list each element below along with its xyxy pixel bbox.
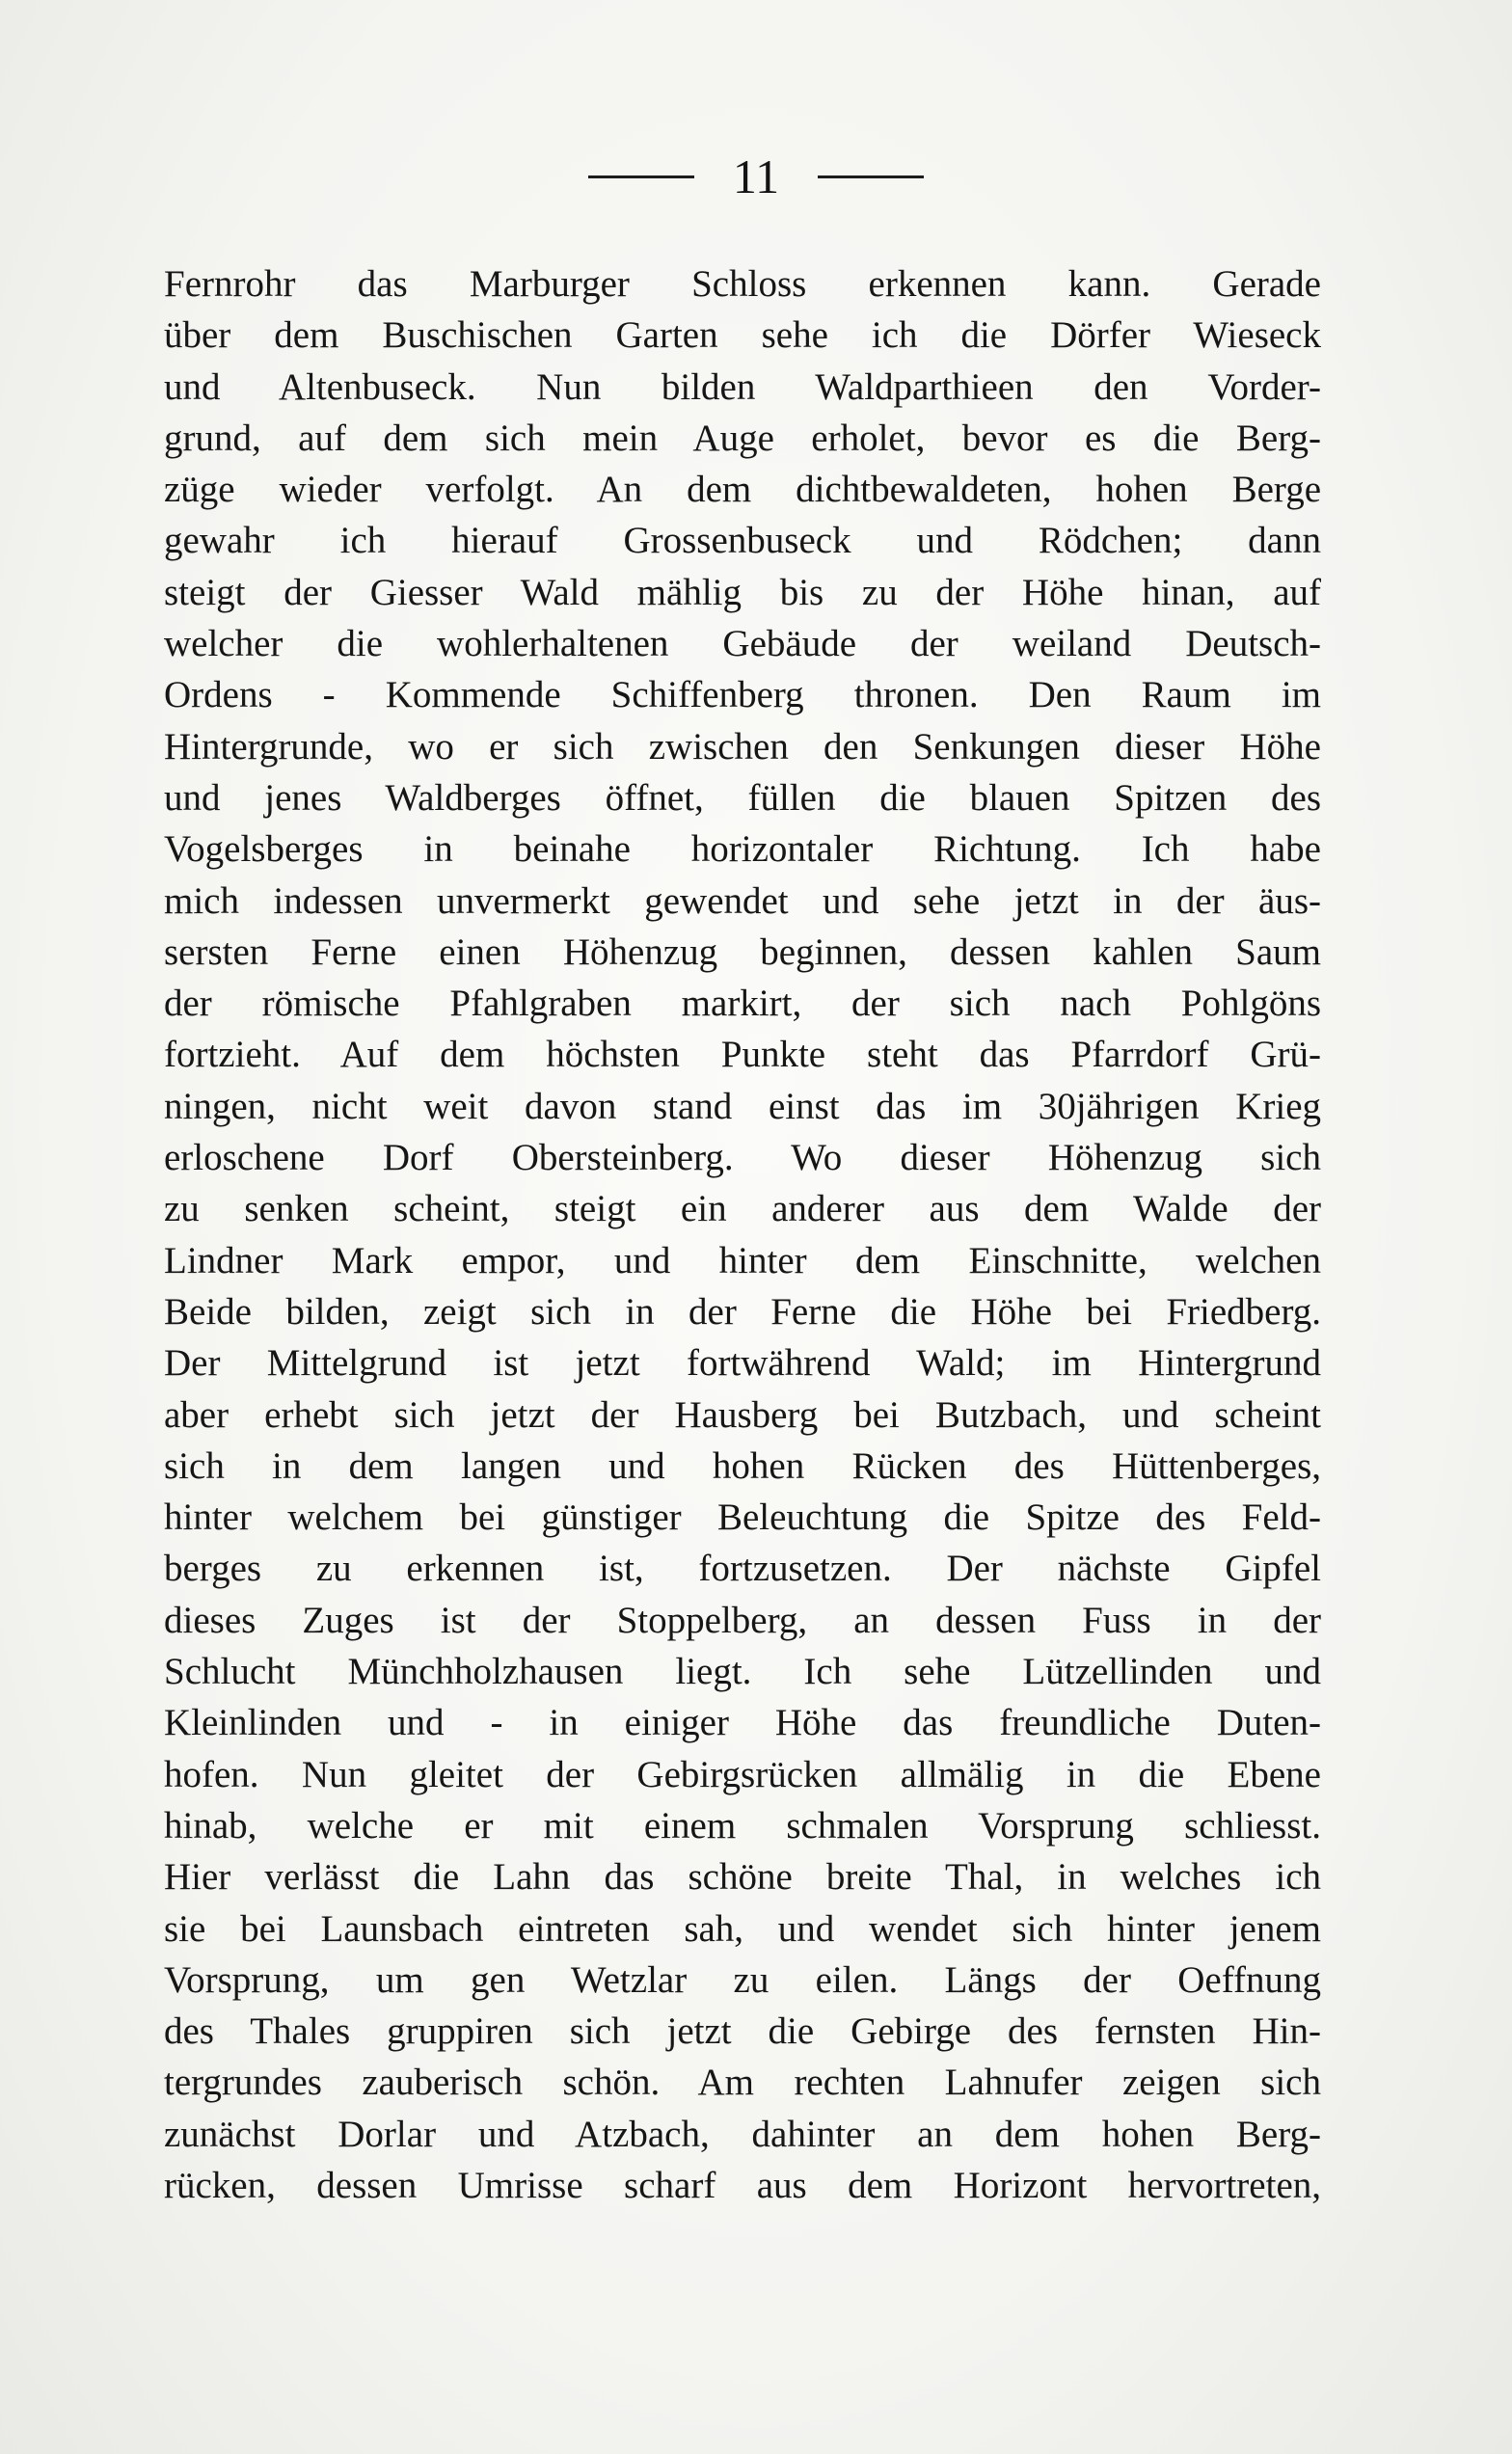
- text-line: Fernrohr das Marburger Schloss erkennen kann. Gerade: [164, 263, 1321, 305]
- text-line: Der Mittelgrund ist jetzt fortwährend Wald; im Hintergrund: [164, 1342, 1321, 1385]
- text-line: berges zu erkennen ist, fortzusetzen. Der nächste Gipfel: [164, 1548, 1321, 1590]
- text-line: zu senken scheint, steigt ein anderer aus dem Walde der: [164, 1188, 1321, 1230]
- text-line: und jenes Waldberges öffnet, füllen die blauen Spitzen des: [164, 776, 1321, 819]
- text-line: aber erhebt sich jetzt der Hausberg bei Butzbach, und scheint: [164, 1393, 1321, 1436]
- body-text: [164, 258, 1321, 2211]
- text-line: der römische Pfahlgraben markirt, der sich nach Pohlgöns: [164, 983, 1321, 1025]
- text-line: Beide bilden, zeigt sich in der Ferne die Höhe bei Friedberg.: [164, 1290, 1321, 1333]
- text-line: hofen. Nun gleitet der Gebirgsrücken allmälig in die Ebene: [164, 1753, 1321, 1795]
- text-line: Lindner Mark empor, und hinter dem Einschnitte, welchen: [164, 1239, 1321, 1281]
- text-line: sersten Ferne einen Höhenzug beginnen, dessen kahlen Saum: [164, 930, 1321, 973]
- text-line: ningen, nicht weit davon stand einst das im 30jährigen Krieg: [164, 1085, 1321, 1127]
- text-line: dieses Zuges ist der Stoppelberg, an dessen Fuss in der: [164, 1599, 1321, 1641]
- text-line: hinter welchem bei günstiger Beleuchtung die Spitze des Feld-: [164, 1497, 1321, 1539]
- text-line: des Thales gruppiren sich jetzt die Gebirge des fernsten Hin-: [164, 2010, 1321, 2053]
- text-line: Vogelsberges in beinahe horizontaler Richtung. Ich habe: [164, 828, 1321, 871]
- text-line: Schlucht Münchholzhausen liegt. Ich sehe Lützellinden und: [164, 1651, 1321, 1693]
- text-line: Kleinlinden und - in einiger Höhe das freundliche Duten-: [164, 1702, 1321, 1744]
- page-number: 11: [732, 149, 780, 203]
- text-line: rücken, dessen Umrisse scharf aus dem Horizont hervortreten,: [164, 2164, 1321, 2206]
- header-rule-right: [818, 175, 924, 178]
- text-line: welcher die wohlerhaltenen Gebäude der weiland Deutsch-: [164, 623, 1321, 665]
- text-line: erloschene Dorf Obersteinberg. Wo dieser Höhenzug sich: [164, 1137, 1321, 1179]
- text-line: sie bei Launsbach eintreten sah, und wendet sich hinter jenem: [164, 1907, 1321, 1950]
- text-line: Vorsprung, um gen Wetzlar zu eilen. Längs der Oeffnung: [164, 1958, 1321, 2001]
- text-line: züge wieder verfolgt. An dem dichtbewaldeten, hohen Berge: [164, 469, 1321, 511]
- text-line: steigt der Giesser Wald mählig bis zu der Höhe hinan, auf: [164, 571, 1321, 613]
- text-line: fortzieht. Auf dem höchsten Punkte steht das Pfarrdorf Grü-: [164, 1034, 1321, 1076]
- text-line: tergrundes zauberisch schön. Am rechten Lahnufer zeigen sich: [164, 2062, 1321, 2104]
- text-line: mich indessen unvermerkt gewendet und sehe jetzt in der äus-: [164, 879, 1321, 922]
- text-line: Hier verlässt die Lahn das schöne breite Thal, in welches ich: [164, 1856, 1321, 1899]
- text-line: über dem Buschischen Garten sehe ich die Dörfer Wieseck: [164, 314, 1321, 357]
- text-line: grund, auf dem sich mein Auge erholet, bevor es die Berg-: [164, 417, 1321, 459]
- page-header: [0, 149, 1512, 203]
- text-line: und Altenbuseck. Nun bilden Waldparthieen den Vorder-: [164, 365, 1321, 408]
- text-line: gewahr ich hierauf Grossenbuseck und Rödchen; dann: [164, 520, 1321, 562]
- text-line: Hintergrunde, wo er sich zwischen den Senkungen dieser Höhe: [164, 725, 1321, 768]
- text-line: zunächst Dorlar und Atzbach, dahinter an dem hohen Berg-: [164, 2113, 1321, 2155]
- text-line: hinab, welche er mit einem schmalen Vorsprung schliesst.: [164, 1804, 1321, 1847]
- header-rule-left: [588, 175, 694, 178]
- text-line: sich in dem langen und hohen Rücken des Hüttenberges,: [164, 1444, 1321, 1487]
- text-line: Ordens - Kommende Schiffenberg thronen. Den Raum im: [164, 674, 1321, 716]
